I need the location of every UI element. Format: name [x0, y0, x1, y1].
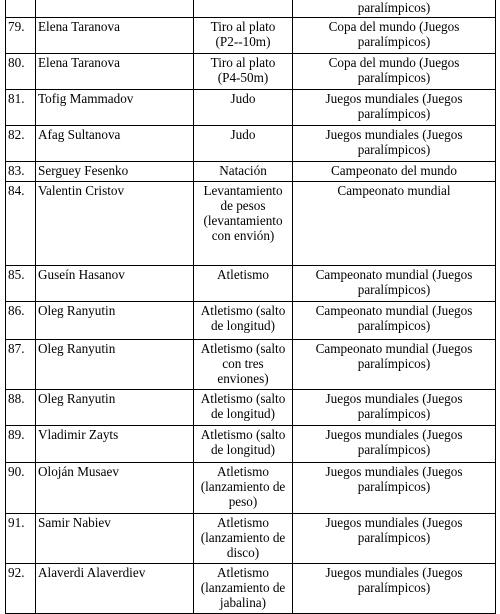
- table-row: [6, 564, 496, 614]
- competition: Campeonato mundial (Juegos paralímpicos): [293, 340, 496, 390]
- competition: Juegos mundiales (Juegos paralímpicos): [293, 126, 496, 162]
- athlete-name: Tofig Mammadov: [36, 90, 194, 126]
- table-row: [6, 302, 496, 340]
- sport-discipline: Atletismo (lanzamiento de jabalina): [194, 564, 293, 614]
- sport-discipline: Judo: [194, 90, 293, 126]
- sport-discipline: Atletismo (salto con tres enviones): [194, 340, 293, 390]
- competition: Juegos mundiales (Juegos paralímpicos): [293, 564, 496, 614]
- row-number: 85.: [6, 266, 36, 302]
- table-row: [6, 463, 496, 514]
- row-number: 82.: [6, 126, 36, 162]
- athlete-name: Afag Sultanova: [36, 126, 194, 162]
- sport-discipline: Atletismo (lanzamiento de disco): [194, 514, 293, 564]
- sport-discipline: [194, 0, 293, 18]
- competition: Copa del mundo (Juegos paralímpicos): [293, 18, 496, 54]
- competition: paralímpicos): [293, 0, 496, 18]
- row-number: 88.: [6, 390, 36, 426]
- sport-discipline: Natación: [194, 162, 293, 182]
- competition: Juegos mundiales (Juegos paralímpicos): [293, 514, 496, 564]
- athlete-name: Alaverdi Alaverdiev: [36, 564, 194, 614]
- row-number: 81.: [6, 90, 36, 126]
- competition: Copa del mundo (Juegos paralímpicos): [293, 54, 496, 90]
- table-row: [6, 18, 496, 54]
- sport-discipline: Judo: [194, 126, 293, 162]
- awards-table: [5, 0, 496, 614]
- competition: Campeonato mundial (Juegos paralímpicos): [293, 266, 496, 302]
- sport-discipline: Atletismo (salto de longitud): [194, 426, 293, 463]
- athlete-name: Oleg Ranyutin: [36, 340, 194, 390]
- table-row: [6, 54, 496, 90]
- athlete-name: Serguey Fesenko: [36, 162, 194, 182]
- table-row: [6, 90, 496, 126]
- row-number: 87.: [6, 340, 36, 390]
- athlete-name: Vladimir Zayts: [36, 426, 194, 463]
- table-row: [6, 126, 496, 162]
- row-number: 91.: [6, 514, 36, 564]
- row-number: 79.: [6, 18, 36, 54]
- row-number: 89.: [6, 426, 36, 463]
- row-number: 84.: [6, 182, 36, 266]
- athlete-name: Olоján Musaev: [36, 463, 194, 514]
- sport-discipline: Tiro al plato (P4-50m): [194, 54, 293, 90]
- sport-discipline: Atletismo: [194, 266, 293, 302]
- table-row: [6, 514, 496, 564]
- competition: Campeonato mundial: [293, 182, 496, 266]
- table-row: [6, 266, 496, 302]
- athlete-name: Samir Nabiev: [36, 514, 194, 564]
- sport-discipline: Atletismo (salto de longitud): [194, 302, 293, 340]
- row-number: 90.: [6, 463, 36, 514]
- athlete-name: Oleg Ranyutin: [36, 390, 194, 426]
- athlete-name: [36, 0, 194, 18]
- competition: Juegos mundiales (Juegos paralímpicos): [293, 463, 496, 514]
- sport-discipline: Levantamiento de pesos (levantamiento con envión): [194, 182, 293, 266]
- sport-discipline: Atletismo (salto de longitud): [194, 390, 293, 426]
- row-number: [6, 0, 36, 18]
- table-row: [6, 0, 496, 18]
- row-number: 80.: [6, 54, 36, 90]
- athlete-name: Elena Taranova: [36, 18, 194, 54]
- competition: Juegos mundiales (Juegos paralímpicos): [293, 390, 496, 426]
- athlete-name: Valentin Cristov: [36, 182, 194, 266]
- table-row: [6, 390, 496, 426]
- table-row: [6, 340, 496, 390]
- row-number: 83.: [6, 162, 36, 182]
- row-number: 86.: [6, 302, 36, 340]
- athlete-name: Oleg Ranyutin: [36, 302, 194, 340]
- sport-discipline: Tiro al plato (P2--10m): [194, 18, 293, 54]
- awards-table-body: [6, 0, 496, 614]
- sport-discipline: Atletismo (lanzamiento de peso): [194, 463, 293, 514]
- competition: Juegos mundiales (Juegos paralímpicos): [293, 426, 496, 463]
- table-row: [6, 426, 496, 463]
- athlete-name: Guseín Hasanov: [36, 266, 194, 302]
- table-row: [6, 182, 496, 266]
- table-row: [6, 162, 496, 182]
- athlete-name: Elena Taranova: [36, 54, 194, 90]
- competition: Juegos mundiales (Juegos paralímpicos): [293, 90, 496, 126]
- competition: Campeonato del mundo: [293, 162, 496, 182]
- row-number: 92.: [6, 564, 36, 614]
- competition: Campeonato mundial (Juegos paralímpicos): [293, 302, 496, 340]
